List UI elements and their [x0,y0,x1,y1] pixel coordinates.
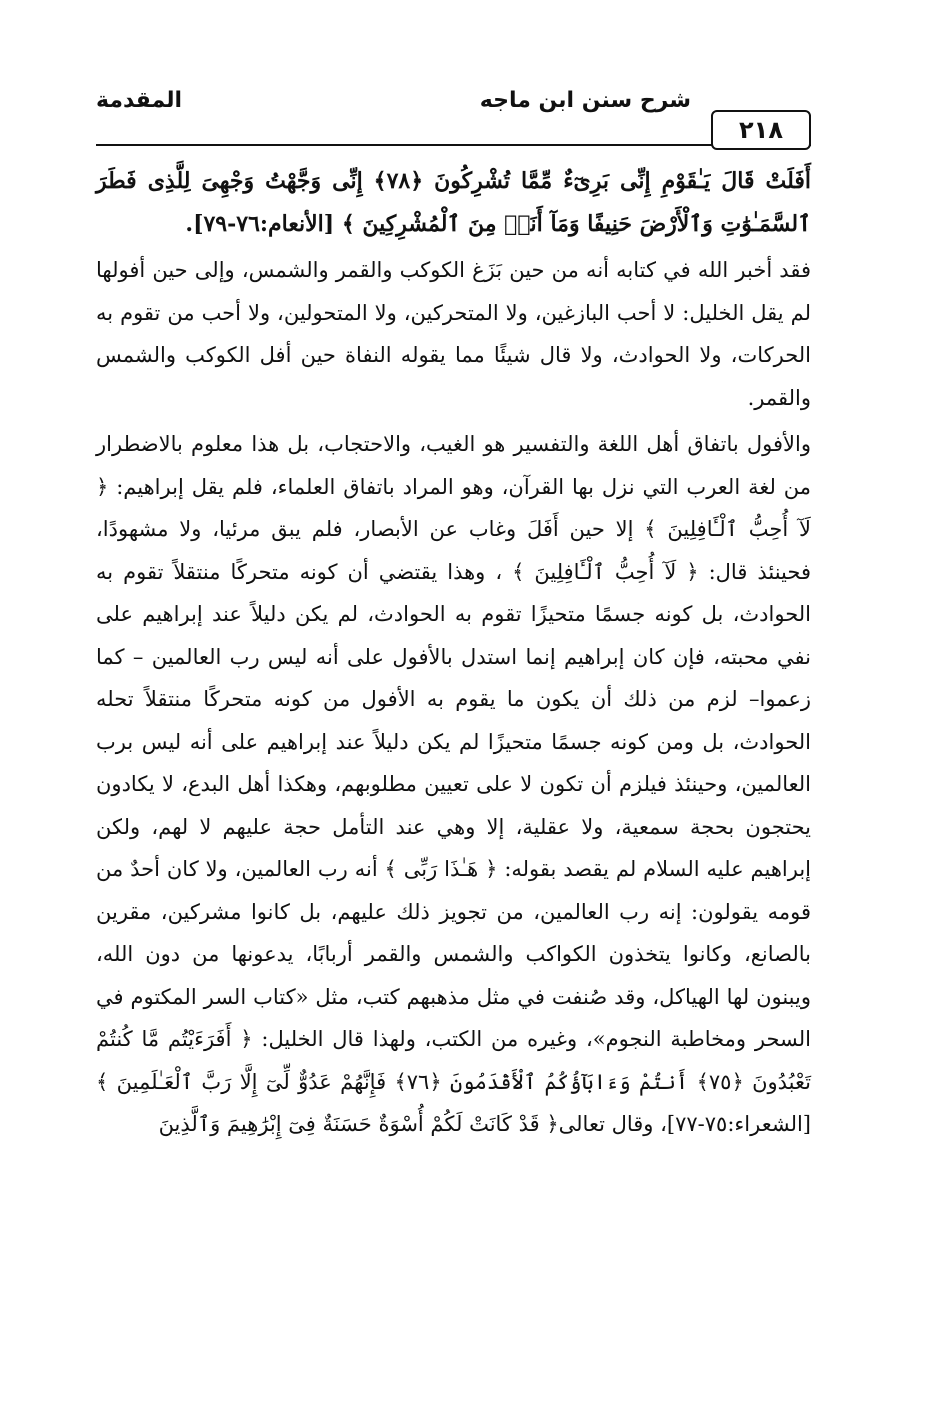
page-number: ٢١٨ [711,110,811,150]
book-page [96,84,811,1146]
commentary-paragraph-1: فقد أخبر الله في كتابه أنه من حين بَزَغ الكوكب والقمر والشمس، وإلى حين أفولها لم يقل الخليل: لا أحب البازغين، ولا المتحركين، ولا المتحولين، ولا أحب من تقوم به الحركات، ولا الحوادث، ولا قال شيئًا مما يقوله النفاة حين أفل الكوكب والشمس والقمر. [96,258,811,410]
quran-verse-paragraph: أَفَلَتْ قَالَ يَـٰقَوْمِ إِنِّى بَرِىٓءٌ مِّمَّا تُشْرِكُونَ ﴿٧٨﴾ إِنِّى وَجَّهْتُ وَجْهِىَ لِلَّذِى فَطَرَ ٱلسَّمَـٰوَٰتِ وَٱلْأَرْضَ حَنِيفًا وَمَآ أَنَا۠ مِنَ ٱلْمُشْرِكِينَ ﴾ [الأنعام:٧٦-٧٩]. [96,168,811,237]
section-title: المقدمة [96,88,183,113]
page-body [96,160,811,1146]
commentary-paragraph-2: والأفول باتفاق أهل اللغة والتفسير هو الغيب، والاحتجاب، بل هذا معلوم بالاضطرار من لغة العرب التي نزل بها القرآن، وهو المراد باتفاق العلماء، فلم يقل إبراهيم: ﴿ لَآ أُحِبُّ ٱلْـَٔافِلِينَ ﴾ إلا حين أَفَلَ وغاب عن الأبصار، فلم يبق مرئيا، ولا مشهودًا، فحينئذ قال: ﴿ لَآ أُحِبُّ ٱلْـَٔافِلِينَ ﴾ ، وهذا يقتضي أن كونه متحركًا منتقلاً تقوم به الحوادث، بل كونه جسمًا متحيزًا تقوم به الحوادث، لم يكن دليلاً عند إبراهيم على نفي محبته، فإن كان إبراهيم إنما استدل بالأفول على أنه ليس رب العالمين – كما زعموا– لزم من ذلك أن يكون ما يقوم به الأفول من كونه متحركًا منتقلاً تحله الحوادث، بل ومن كونه جسمًا متحيزًا لم يكن دليلاً عند إبراهيم على أنه ليس برب العالمين، وحينئذ فيلزم أن تكون لا على تعيين مطلوبهم، وهكذا أهل البدع، لا يكادون يحتجون بحجة سمعية، ولا عقلية، إلا وهي عند التأمل حجة عليهم لا لهم، ولكن إبراهيم عليه السلام لم يقصد بقوله: ﴿ هَـٰذَا رَبِّى ﴾ أنه رب العالمين، ولا كان أحدٌ من قومه يقولون: إنه رب العالمين، من تجويز ذلك عليهم، بل كانوا مشركين، مقرين بالصانع، وكانوا يتخذون الكواكب والشمس والقمر أربابًا، يدعونها من دون الله، ويبنون لها الهياكل، وقد صُنفت في مثل مذهبهم كتب، مثل «كتاب السر المكتوم في السحر ومخاطبة النجوم»، وغيره من الكتب، ولهذا قال الخليل: ﴿ أَفَرَءَيْتُم مَّا كُنتُمْ تَعْبُدُونَ ﴿٧٥﴾ أَنتُمْ وَءَابَآؤُكُمُ ٱلْأَقْدَمُونَ ﴿٧٦﴾ فَإِنَّهُمْ عَدُوٌّ لِّىٓ إِلَّا رَبَّ ٱلْعَـٰلَمِينَ ﴾ [الشعراء:٧٥-٧٧]، وقال تعالى﴿ قَدْ كَانَتْ لَكُمْ أُسْوَةٌ حَسَنَةٌ فِىٓ إِبْرَٰهِيمَ وَٱلَّذِينَ [96,432,811,1136]
page-header [96,84,811,146]
book-title: شرح سنن ابن ماجه [479,88,691,113]
